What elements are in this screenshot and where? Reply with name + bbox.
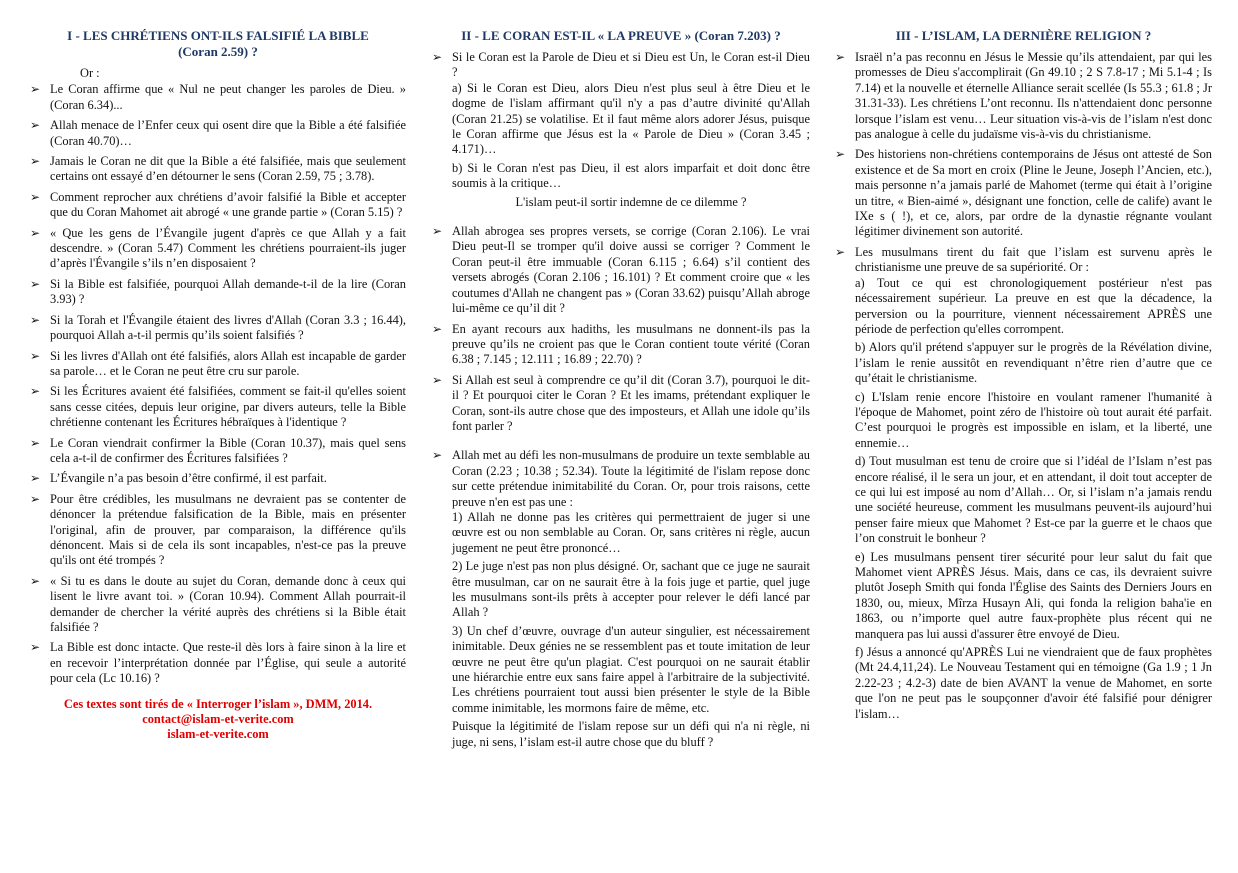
list-item [432,50,810,210]
section-title-2: II - LE CORAN EST-IL « LA PREUVE » (Coran 7.203) ? [461,28,781,43]
dilemma-question: L'islam peut-il sortir indemne de ce dilemme ? [515,194,747,209]
list-item [30,349,406,380]
or-label: Or : [80,66,100,80]
list-item-text: « Si tu es dans le doute au sujet du Coran, demande donc à ceux qui lisent le livre avant toi. » (Coran 10.94). Comment Allah pourrait-il demander de chercher la vérité auprès des chrétiens si la Bible était falsifiée ? [50,573,406,634]
section-title-1-line2: (Coran 2.59) ? [178,44,258,59]
footer [30,697,406,742]
section-title-1 [30,28,406,60]
list-item-text: Des historiens non-chrétiens contemporains de Jésus ont attesté de Son existence et de Sa mort en croix (Pline le Jeune, Joseph l’Ancien, etc.), mais personne n’a jamais parlé de Mahomet (terme qui était à l’origine un titre, « Bien-aimé », désignant une fonction, celle de calife) avant le IXe s ( !), et ce, alors, par ordre de la dynastie régnante voulant légitimer divinement son autorité. [855,147,1212,239]
list-item-text: Les musulmans tirent du fait que l’islam est survenu après le christianisme une preuve de sa supériorité. Or : [855,244,1212,275]
point-e: e) Les musulmans pensent tirer sécurité pour leur salut du fait que Mahomet vient APRÈS Jésus. Mais, dans ce cas, ils devraient suivre plutôt Joseph Smith qui fonda l'Église des Saints des Derniers Jours en 1830, ou, mieux, Mîrza Husayn Ali, qui fonda la religion baha'ie en 1863, ou n’importe quel autre faux-prophète plus récent qui ne manquera pas lui aussi d'assurer être envoyé de Dieu. [855,549,1212,641]
section-title-3: III - L’ISLAM, LA DERNIÈRE RELIGION ? [895,28,1152,43]
point-c: c) L'Islam renie encore l'histoire en voulant ramener l'humanité à l'époque de Mahomet, point zéro de l'histoire où tout aurait été parfait. C’est pourquoi le progrès est impossible en islam, et la liberté, une ennemie… [855,389,1212,450]
sub-point-a: a) Si le Coran est Dieu, alors Dieu n'est plus seul à être Dieu et le dogme de l'islam affirmant qu'il n'y a pas d’autre divinité qu'Allah (Coran 21.25) se volatilise. Et il faut même alors adorer Jésus, puisque le Coran affirme que Jésus est la « Parole de Dieu » (Coran 3.45 ; 4.171)… [452,80,810,157]
list-item [835,147,1212,239]
list-item [30,574,406,636]
list-item-text: En ayant recours aux hadiths, les musulmans ne donnent-ils pas la preuve qu’ils ne croient pas que le Coran contient toute vérité (Coran 6.38 ; 7.145 ; 12.111 ; 16.89 ; 22.70) ? [452,321,810,367]
arrow-bullet-icon: ➢ [30,225,41,240]
list-item-text: Si Allah est seul à comprendre ce qu’il dit (Coran 3.7), pourquoi le dit-il ? Et pourquoi citer le Coran ? Et les imams, prétendant expliquer le Coran, sont-ils autre chose que des imposteurs, et Allah une idole qu’ils font parler ? [452,372,810,433]
list-item-text: L’Évangile n’a pas besoin d’être confirmé, il est parfait. [50,471,327,486]
list-item-text: Allah abrogea ses propres versets, se corrige (Coran 2.106). Le vrai Dieu peut-Il se tromper qu'il doive aussi se corriger ? Comment le Coran peut-il être immuable (Coran 6.115 ; 6.64) s’il contient des versets abrogés (Coran 2.106 ; 16.101) ? Et comment croire que « les coutumes d'Allah ne changent pas » (Coran 33.62) puisqu’Allah abroge lui-même ce qu’il dit ? [452,224,810,316]
list-item [30,82,406,113]
list-item-text: Si les livres d'Allah ont été falsifiés, alors Allah est incapable de garder sa parole… et le Coran ne peut être cru sur parole. [50,348,406,378]
arrow-bullet-icon: ➢ [432,321,443,336]
list-item [30,436,406,467]
arrow-bullet-icon: ➢ [30,640,41,655]
reason-3: 3) Un chef d’œuvre, ouvrage d'un auteur singulier, est nécessairement inimitable. Deux génies ne se ressemblent pas et toute imitation de leur œuvre ne peut être qu'un plagiat. C'est pourquoi on ne saurait établir une hiérarchie entre eux sans faire appel à l'arbitraire de la subjectivité. Les chrétiens pourraient tout aussi bien présenter le style de la Bible comme inimitable, les mormons faire de même, etc. [452,623,810,715]
list-item-text: Le Coran viendrait confirmer la Bible (Coran 10.37), mais quel sens cela a-t-il de confirmer des Écritures falsifiées ? [50,435,406,465]
arrow-bullet-icon: ➢ [432,372,443,387]
conclusion: Puisque la légitimité de l'islam repose sur un défi qui n'a ni règle, ni juge, ni sens, l’islam est-il autre chose que du bluff ? [452,719,810,749]
list-item-text: Si la Bible est falsifiée, pourquoi Allah demande-t-il de la lire (Coran 3.93) ? [50,276,406,307]
list-item [30,640,406,686]
arrow-bullet-icon: ➢ [835,244,846,259]
list-item [30,384,406,430]
arrow-bullet-icon: ➢ [30,348,41,363]
column-3 [835,28,1212,727]
list-item-text: Si la Torah et l'Évangile étaient des livres d'Allah (Coran 3.3 ; 16.44), pourquoi Allah a-t-il permis qu’ils soient falsifiés ? [50,312,406,343]
list-item [835,245,1212,722]
list-item [835,50,1212,142]
arrow-bullet-icon: ➢ [835,50,846,64]
list-item [30,471,406,486]
arrow-bullet-icon: ➢ [835,147,846,162]
list-item-text: Allah met au défi les non-musulmans de produire un texte semblable au Coran (2.23 ; 10.38 ; 52.34). Toute la légitimité de l'islam repose donc sur cette prétendue inimitabilité du Coran. Or, pour trois raisons, cette preuve n'en est pas une : [452,448,810,509]
point-d: d) Tout musulman est tenu de croire que si l’idéal de l’Islam n’est pas encore réalisé, il le sera un jour, et en attendant, il doit tout accepter de ce qui lui est imposé au nom d’Allah… Or, si l’islam n’a jamais rendu une société heureuse, comment les musulmans peuvent-ils aujourd’hui penser faire mieux que Mahomet ? Est-ce par la guerre et le chaos que l’on construit le bonheur ? [855,454,1212,546]
arrow-bullet-icon: ➢ [432,224,443,239]
list-item [30,226,406,272]
arrow-bullet-icon: ➢ [30,118,41,133]
arrow-bullet-icon: ➢ [30,491,41,506]
point-f: f) Jésus a annoncé qu'APRÈS Lui ne viendraient que de faux prophètes (Mt 24.4,11,24). Le Nouveau Testament qui en témoigne (Ga 1.9 ; 1 Jn 2.22-23 ; 4.2-3) date de bien AVANT la venue de Mahomet, en sorte que l'on ne peut pas le soupçonner d'avoir été falsifié pour dénigrer l'islam… [855,645,1212,721]
list-item [30,190,406,221]
list-item-text: Si le Coran est la Parole de Dieu et si Dieu est Un, le Coran est-il Dieu ? [452,50,810,80]
col2-bullet-list [432,50,810,750]
arrow-bullet-icon: ➢ [30,435,41,450]
list-item-text: Le Coran affirme que « Nul ne peut changer les paroles de Dieu. » (Coran 6.34)... [50,82,406,112]
list-item-text: Comment reprocher aux chrétiens d’avoir falsifié la Bible et accepter que du Coran Mahomet ait abrogé « une grande partie » (Coran 5.15) ? [50,189,406,220]
list-item-text: Jamais le Coran ne dit que la Bible a été falsifiée, mais que seulement certains ont essayé d’en détourner le sens (Coran 2.59, 75 ; 3.78). [50,154,406,184]
footer-source: Ces textes sont tirés de « Interroger l’islam », DMM, 2014. [63,696,373,711]
arrow-bullet-icon: ➢ [30,573,41,588]
arrow-bullet-icon: ➢ [30,384,41,399]
list-item [432,224,810,316]
point-a: a) Tout ce qui est chronologiquement postérieur n'est pas nécessairement supérieur. La preuve en est que la décadence, la perversion ou la pourriture, viennent nécessairement APRÈS une période de perfection qu'elles corrompent. [855,275,1212,336]
footer-website[interactable]: islam-et-verite.com [167,726,269,741]
arrow-bullet-icon: ➢ [30,312,41,327]
footer-email[interactable]: contact@islam-et-verite.com [142,711,294,726]
list-item [432,322,810,368]
point-b: b) Alors qu'il prétend s'appuyer sur le progrès de la Révélation divine, l’islam le renie aussitôt en revendiquant n’être rien d’autre que ce qu’était le christianisme. [855,340,1212,386]
arrow-bullet-icon: ➢ [30,154,41,169]
list-item-text: La Bible est donc intacte. Que reste-il dès lors à faire sinon à la lire et en recevoir l’interprétation donnée par l’Église, qui seule a autorité pour cela (Lc 10.16) ? [50,640,406,686]
reason-1: 1) Allah ne donne pas les critères qui permettraient de juger si une œuvre est ou non semblable au Coran. Or, sans critères ni règle, aucun jugement ne peut être prononcé… [452,509,810,555]
arrow-bullet-icon: ➢ [432,448,443,463]
list-item [30,118,406,149]
list-item [30,313,406,344]
reason-2: 2) Le juge n'est pas non plus désigné. Or, sachant que ce juge ne saurait être musulman, car on ne saurait être à la fois juge et partie, quel juge les musulmans sont-ils prêts à accepter pour relever le défi lancé par Allah ? [452,559,810,620]
list-item-text: Israël n’a pas reconnu en Jésus le Messie qu’ils attendaient, par qui les promesses de Dieu s'accomplirait (Gn 49.10 ; 2 S 7.8-17 ; Mi 5.1-4 ; Is 7.14) et la nouvelle et éternelle Alliance serait scellée (Is 55.3 ; 61.8 ; Jr 31.31-33). Les chrétiens L’ont reconnu. Ils n'attendaient donc personne lorsque l’islam est venu… Leur situation vis-à-vis de l’islam n'est donc pas analogue à celle du judaïsme vis-à-vis du christianisme. [855,50,1212,142]
column-1 [30,28,406,742]
arrow-bullet-icon: ➢ [30,471,41,486]
arrow-bullet-icon: ➢ [432,50,443,64]
list-item [432,448,810,750]
list-item [30,277,406,308]
list-item-text: « Que les gens de l’Évangile jugent d'après ce que Allah y a fait descendre. » (Coran 5.47) Comment les chrétiens pourraient-ils juger d’après l'Évangile s’ils n’en disposaient ? [50,225,406,271]
section-title-1-line1: I - LES CHRÉTIENS ONT-ILS FALSIFIÉ LA BIBLE [67,28,369,43]
list-item-text: Si les Écritures avaient été falsifiées, comment se fait-il qu'elles soient sans cesse citées, depuis leur origine, par divers auteurs, telle la Bible chrétienne contenant les Écritures hébraïques à l'identique ? [50,384,406,430]
sub-point-b: b) Si le Coran n'est pas Dieu, il est alors imparfait et doit donc être soumis à la critique… [452,160,810,191]
column-2 [432,28,810,755]
arrow-bullet-icon: ➢ [30,276,41,291]
col3-bullet-list [835,50,1212,722]
arrow-bullet-icon: ➢ [30,82,41,97]
list-item-text: Pour être crédibles, les musulmans ne devraient pas se contenter de dénoncer la prétendue falsification de la Bible, mais en présenter l'original, afin de prouver, par comparaison, la différence qu'ils dénoncent. Mais si de cela ils sont incapables, n'est-ce pas la preuve qu'ils ont été trompés ? [50,491,406,568]
list-item [30,492,406,569]
list-item [432,373,810,435]
col1-bullet-list [30,82,406,686]
list-item-text: Allah menace de l’Enfer ceux qui osent dire que la Bible a été falsifiée (Coran 40.70)… [50,118,406,148]
list-item [30,154,406,185]
arrow-bullet-icon: ➢ [30,189,41,204]
